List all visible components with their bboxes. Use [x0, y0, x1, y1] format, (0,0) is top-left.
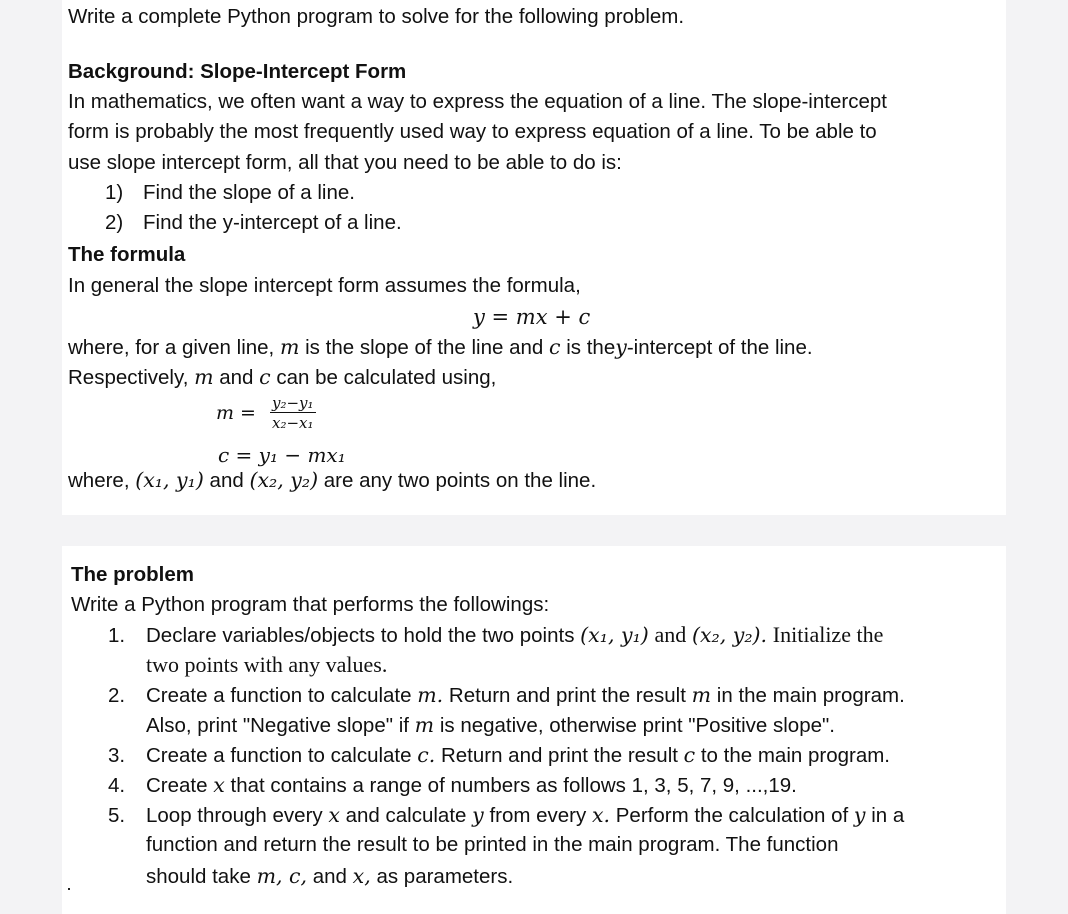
text-segment: to the main program.: [700, 744, 891, 767]
math-m: m: [691, 683, 712, 707]
text-segment: should take: [146, 865, 251, 888]
slope-intercept-equation: y = mx + c: [473, 305, 591, 329]
text-segment: is the slope of the line and: [305, 336, 544, 359]
slope-formula-lhs: m =: [216, 402, 256, 424]
text-segment: and: [209, 469, 244, 492]
math-m: m: [414, 713, 435, 737]
text-segment: and: [219, 366, 254, 389]
problem-step-3: [108, 740, 890, 771]
text-segment: are any two points on the line.: [323, 469, 597, 492]
text-segment: Declare variables/objects to hold the two points: [146, 624, 575, 647]
problem-step-5-cont2: [146, 861, 513, 892]
slope-formula-fraction: [270, 394, 330, 434]
step-number: 1.: [108, 624, 126, 647]
step-number: 2.: [108, 684, 126, 707]
text-segment: Respectively,: [68, 366, 189, 389]
text-segment: in a: [871, 804, 905, 827]
step-number: 4.: [108, 774, 126, 797]
problem-step-2-cont: [146, 710, 835, 741]
problem-intro: Write a Python program that performs the followings:: [71, 593, 550, 616]
problem-step-1: [108, 620, 883, 651]
text-segment: Loop through every: [146, 804, 323, 827]
text-segment: -intercept of the line.: [626, 336, 813, 359]
math-x: x,: [352, 864, 371, 888]
point-1: (x₁, y₁): [580, 623, 649, 647]
math-x: x: [328, 803, 340, 827]
list-item-find-intercept: [105, 208, 402, 238]
math-c: c.: [417, 743, 436, 767]
math-m: m.: [417, 683, 444, 707]
problem-step-5-cont: function and return the result to be printed in the main program. The function: [146, 833, 839, 856]
math-m: m: [194, 365, 214, 389]
problem-step-1-cont: two points with any values.: [146, 652, 388, 677]
text-segment: is the: [566, 336, 616, 359]
math-y: y: [615, 335, 627, 359]
intercept-formula: c = y₁ − mx₁: [218, 443, 346, 467]
text-segment: as parameters.: [376, 865, 514, 888]
math-params: m, c,: [256, 864, 308, 888]
text-segment: that contains a range of numbers as follows 1, 3, 5, 7, 9, ...,19.: [230, 774, 797, 797]
point-2: (x₂, y₂).: [691, 623, 768, 647]
fraction-denominator: x₂−x₁: [272, 414, 314, 432]
text-segment: and: [654, 622, 687, 647]
background-para-line1: In mathematics, we often want a way to express the equation of a line. The slope-intercept: [68, 90, 887, 113]
list-item-text: Find the slope of a line.: [143, 181, 355, 204]
text-segment: and calculate: [345, 804, 467, 827]
math-m: m: [279, 335, 300, 359]
list-number: 1): [105, 181, 124, 204]
list-item-find-slope: [105, 178, 355, 208]
intro-text: Write a complete Python program to solve for the following problem.: [68, 5, 685, 28]
text-segment: can be calculated using,: [276, 366, 497, 389]
problem-heading: The problem: [71, 563, 195, 586]
step-number: 5.: [108, 804, 126, 827]
text-segment: Return and print the result: [448, 684, 686, 707]
formula-intro: In general the slope intercept form assumes the formula,: [68, 274, 581, 297]
text-segment: Create: [146, 774, 208, 797]
text-segment: Initialize the: [772, 622, 884, 647]
problem-step-5: [108, 800, 904, 831]
math-y: y: [853, 803, 866, 827]
step-number: 3.: [108, 744, 126, 767]
math-y: y: [472, 803, 484, 827]
text-segment: Perform the calculation of: [615, 804, 849, 827]
formula-where-line: [68, 332, 813, 363]
point-1: (x₁, y₁): [135, 468, 204, 492]
math-c: c: [549, 335, 561, 359]
problem-step-2: [108, 680, 905, 711]
background-heading: Background: Slope-Intercept Form: [68, 60, 407, 83]
text-segment: where,: [68, 469, 130, 492]
formula-heading: The formula: [68, 243, 186, 266]
text-segment: and: [312, 865, 347, 888]
point-2: (x₂, y₂): [249, 468, 319, 492]
text-segment: Create a function to calculate: [146, 684, 412, 707]
math-c: c: [683, 743, 696, 767]
stray-dot: [68, 888, 70, 890]
list-number: 2): [105, 211, 124, 234]
text-segment: where, for a given line,: [68, 336, 275, 359]
formula-respectively-line: [68, 362, 496, 393]
math-x: x: [213, 773, 225, 797]
fraction-numerator: y₂−y₁: [272, 394, 314, 412]
text-segment: Create a function to calculate: [146, 744, 412, 767]
text-segment: from every: [489, 804, 587, 827]
list-item-text: Find the y-intercept of a line.: [143, 211, 402, 234]
formula-points-line: [68, 465, 596, 496]
background-para-line2: form is probably the most frequently used way to express equation of a line. To be able to: [68, 120, 877, 143]
problem-step-4: [108, 770, 797, 801]
text-segment: in the main program.: [716, 684, 905, 707]
text-segment: Also, print "Negative slope" if: [146, 714, 409, 737]
background-para-line3: use slope intercept form, all that you need to be able to do is:: [68, 151, 622, 174]
math-c: c: [259, 365, 271, 389]
math-x: x.: [591, 803, 611, 827]
text-segment: is negative, otherwise print "Positive slope".: [439, 714, 835, 737]
text-segment: Return and print the result: [440, 744, 678, 767]
